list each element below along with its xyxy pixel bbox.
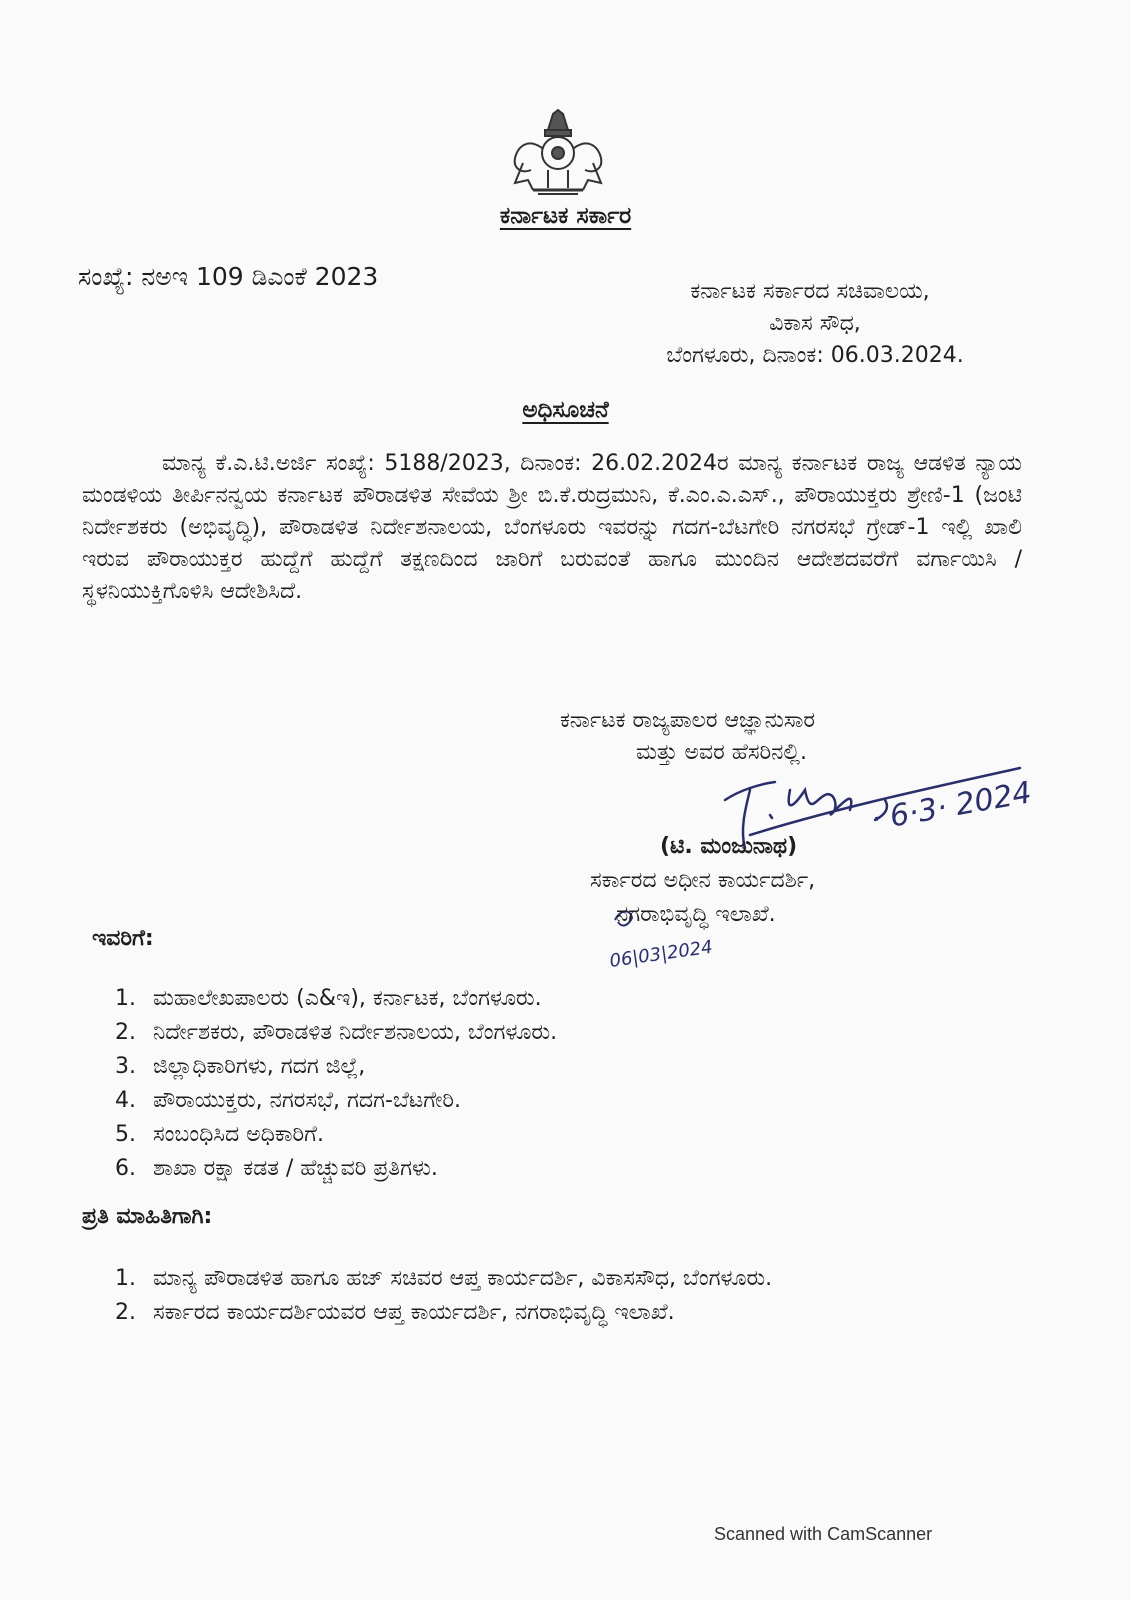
list-item: 5. ಸಂಬಂಧಿಸಿದ ಅಧಿಕಾರಿಗೆ.: [115, 1122, 324, 1147]
recipients-heading: ಇವರಿಗೆ:: [92, 926, 154, 951]
signatory-department: ನಗರಾಭಿವೃದ್ಧಿ ಇಲಾಖೆ.: [616, 902, 776, 927]
authority-line-1: ಕರ್ನಾಟಕ ರಾಜ್ಯಪಾಲರ ಆಜ್ಞಾನುಸಾರ: [560, 708, 815, 733]
signatory-name: (ಟಿ. ಮಂಜುನಾಥ): [660, 834, 798, 859]
karnataka-emblem-icon: [503, 108, 613, 200]
svg-text:06|03|2024: 06|03|2024: [608, 936, 714, 972]
signatory-designation: ಸರ್ಕಾರದ ಅಧೀನ ಕಾರ್ಯದರ್ಶಿ,: [590, 868, 816, 893]
notification-body: ಮಾನ್ಯ ಕೆ.ಎ.ಟಿ.ಅರ್ಜಿ ಸಂಖ್ಯೆ: 5188/2023, ದಿನಾಂಕ: 26.02.2024ರ ಮಾನ್ಯ ಕರ್ನಾಟಕ ರಾಜ್ಯ ಆಡಳಿತ ನ್ಯಾಯ ಮಂಡಳಿಯ ತೀರ್ಪಿನನ್ವಯ ಕರ್ನಾಟಕ ಪೌರಾಡಳಿತ ಸೇವೆಯ ಶ್ರೀ ಬಿ.ಕೆ.ರುದ್ರಮುನಿ, ಕೆ.ಎಂ.ಎ.ಎಸ್., ಪೌರಾಯುಕ್ತರು ಶ್ರೇಣಿ-1 (ಜಂಟಿ ನಿರ್ದೇಶಕರು (ಅಭಿವೃದ್ಧಿ), ಪೌರಾಡಳಿತ ನಿರ್ದೇಶನಾಲಯ, ಬೆಂಗಳೂರು ಇವರನ್ನು ಗದಗ-ಬೆಟಗೇರಿ ನಗರಸಭೆ ಗ್ರೇಡ್-1 ಇಲ್ಲಿ ಖಾಲಿ ಇರುವ ಪೌರಾಯುಕ್ತರ ಹುದ್ದೆಗೆ ಹುದ್ದೆಗೆ ತಕ್ಷಣದಿಂದ ಜಾರಿಗೆ ಬರುವಂತೆ ಹಾಗೂ ಮುಂದಿನ ಆದೇಶದವರೆಗೆ ವರ್ಗಾಯಿಸಿ / ಸ್ಥಳನಿಯುಕ್ತಿಗೊಳಿಸಿ ಆದೇಶಿಸಿದೆ.: [82, 451, 1022, 604]
notification-title: ಅಧಿಸೂಚನೆ: [522, 397, 609, 423]
office-line-3: ಬೆಂಗಳೂರು, ದಿನಾಂಕ: 06.03.2024.: [666, 343, 964, 368]
recipients-list: [115, 982, 557, 1186]
copies-list: [115, 1262, 975, 1330]
list-item: 6. ಶಾಖಾ ರಕ್ಷಾ ಕಡತ / ಹೆಚ್ಚುವರಿ ಪ್ರತಿಗಳು.: [115, 1156, 438, 1181]
copies-heading: ಪ್ರತಿ ಮಾಹಿತಿಗಾಗಿ:: [82, 1204, 213, 1229]
reference-number: ಸಂಖ್ಯೆ: ನಅಇ 109 ಡಿಎಂಕೆ 2023: [78, 262, 379, 291]
list-item: 4. ಪೌರಾಯುಕ್ತರು, ನಗರಸಭೆ, ಗದಗ-ಬೆಟಗೇರಿ.: [115, 1088, 461, 1113]
signatory-block: [590, 830, 1010, 932]
list-item: 3. ಜಿಲ್ಲಾಧಿಕಾರಿಗಳು, ಗದಗ ಜಿಲ್ಲೆ,: [115, 1054, 366, 1079]
scanner-watermark: Scanned with CamScanner: [714, 1524, 933, 1544]
office-line-2: ವಿಕಾಸ ಸೌಧ,: [769, 311, 861, 336]
authority-line-2: ಮತ್ತು ಅವರ ಹೆಸರಿನಲ್ಲಿ.: [636, 740, 807, 765]
list-item: 1. ಮಾನ್ಯ ಪೌರಾಡಳಿತ ಹಾಗೂ ಹಜ್ ಸಚಿವರ ಆಪ್ತ ಕಾರ್ಯದರ್ಶಿ, ವಿಕಾಸಸೌಧ, ಬೆಂಗಳೂರು.: [115, 1266, 773, 1291]
government-heading: ಕರ್ನಾಟಕ ಸರ್ಕಾರ: [499, 203, 632, 229]
office-address: [620, 276, 1010, 372]
svg-text:· 6·3· 2024: · 6·3· 2024: [868, 775, 1035, 838]
list-item: 1. ಮಹಾಲೇಖಪಾಲರು (ಎ&ಇ), ಕರ್ನಾಟಕ, ಬೆಂಗಳೂರು.: [115, 986, 542, 1011]
list-item: 2. ನಿರ್ದೇಶಕರು, ಪೌರಾಡಳಿತ ನಿರ್ದೇಶನಾಲಯ, ಬೆಂಗಳೂರು.: [115, 1020, 558, 1045]
office-line-1: ಕರ್ನಾಟಕ ಸರ್ಕಾರದ ಸಚಿವಾಲಯ,: [690, 279, 930, 304]
list-item: 2. ಸರ್ಕಾರದ ಕಾರ್ಯದರ್ಶಿಯವರ ಆಪ್ತ ಕಾರ್ಯದರ್ಶಿ, ನಗರಾಭಿವೃದ್ಧಿ ಇಲಾಖೆ.: [115, 1300, 675, 1325]
